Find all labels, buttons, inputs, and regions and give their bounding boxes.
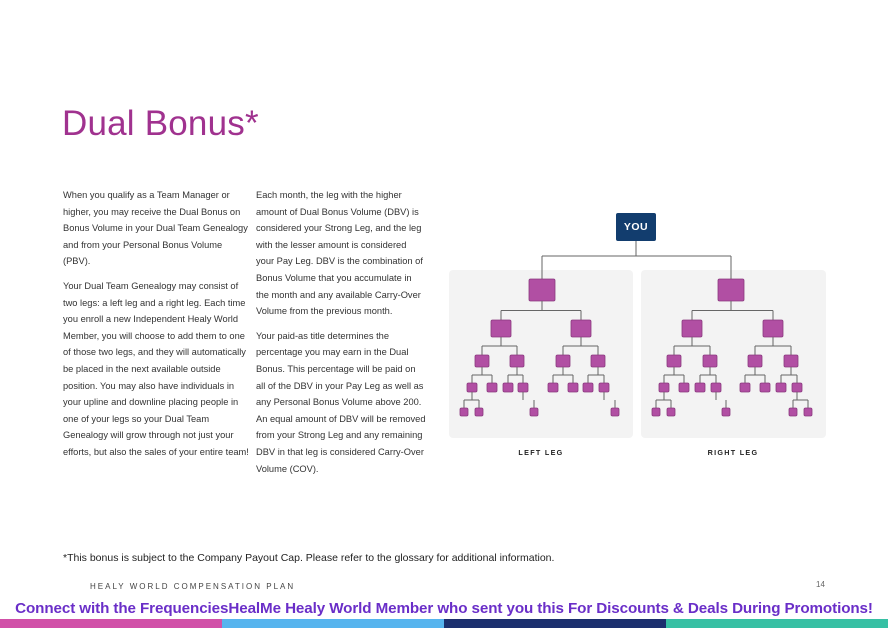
member-node bbox=[568, 383, 578, 392]
member-node bbox=[703, 355, 717, 367]
member-node bbox=[763, 320, 783, 337]
member-node bbox=[760, 383, 770, 392]
member-node bbox=[583, 383, 593, 392]
member-node bbox=[503, 383, 513, 392]
left-leg-label: LEFT LEG bbox=[518, 448, 564, 457]
member-node bbox=[556, 355, 570, 367]
member-node bbox=[679, 383, 689, 392]
page-number: 14 bbox=[816, 580, 825, 589]
member-node bbox=[659, 383, 669, 392]
member-node bbox=[460, 408, 468, 416]
paragraph: When you qualify as a Team Manager or higher, you may receive the Dual Bonus on Bonus Volume in your Dual Team Genealogy and from your Personal Bonus Volume (PBV). bbox=[63, 190, 248, 267]
member-node bbox=[591, 355, 605, 367]
member-node bbox=[718, 279, 744, 301]
paragraph: Each month, the leg with the higher amount of Dual Bonus Volume (DBV) is considered your Strong Leg, and the leg with the lesser amount is considered your Pay Leg. DBV is the combination of Bonus Volume that you accumulate in the month and any available Carry-Over Volume from the previous month. bbox=[256, 190, 423, 317]
member-node bbox=[467, 383, 477, 392]
right-leg-label: RIGHT LEG bbox=[707, 448, 759, 457]
member-node bbox=[789, 408, 797, 416]
member-node bbox=[611, 408, 619, 416]
member-node bbox=[571, 320, 591, 337]
member-node bbox=[475, 408, 483, 416]
color-bar-segment bbox=[0, 619, 222, 628]
member-node bbox=[711, 383, 721, 392]
footnote: *This bonus is subject to the Company Payout Cap. Please refer to the glossary for additional information. bbox=[63, 552, 555, 564]
member-node bbox=[804, 408, 812, 416]
member-node bbox=[487, 383, 497, 392]
member-node bbox=[740, 383, 750, 392]
member-node bbox=[667, 355, 681, 367]
color-bar-segment bbox=[666, 619, 888, 628]
member-node bbox=[518, 383, 528, 392]
member-node bbox=[667, 408, 675, 416]
member-node bbox=[784, 355, 798, 367]
member-node bbox=[722, 408, 730, 416]
paragraph: Your Dual Team Genealogy may consist of two legs: a left leg and a right leg. Each time you enroll a new Independent Healy World Member, you will choose to add them to one of those two legs, and they will automatically be placed in the next available outside position. You may also have individuals in your upline and downline placing people in one of your legs so your Dual Team Genealogy will grow through not just your efforts, but also the sales of your entire team! bbox=[63, 280, 249, 457]
member-node bbox=[475, 355, 489, 367]
page-title: Dual Bonus* bbox=[62, 104, 259, 143]
color-bar-segment bbox=[444, 619, 666, 628]
member-node bbox=[530, 408, 538, 416]
member-node bbox=[792, 383, 802, 392]
member-node bbox=[776, 383, 786, 392]
member-node bbox=[599, 383, 609, 392]
root-node-you: YOU bbox=[616, 213, 656, 241]
member-node bbox=[695, 383, 705, 392]
promo-banner: Connect with the FrequenciesHealMe Healy World Member who sent you this For Discounts & Deals During Promotions! bbox=[15, 600, 873, 617]
member-node bbox=[748, 355, 762, 367]
color-bar-segment bbox=[222, 619, 444, 628]
color-bar bbox=[0, 619, 888, 628]
member-node bbox=[652, 408, 660, 416]
plan-name: HEALY WORLD COMPENSATION PLAN bbox=[90, 582, 296, 591]
member-node bbox=[510, 355, 524, 367]
paragraph: Your paid-as title determines the percentage you may earn in the Dual Bonus. This percentage will be paid on all of the DBV in your Pay Leg as well as any Personal Bonus Volume above 200. An equal amount of DBV will be removed from your Strong Leg and any remaining DBV in that leg is considered Carry-Over Volume (COV). bbox=[256, 330, 426, 474]
member-node bbox=[491, 320, 511, 337]
member-node bbox=[548, 383, 558, 392]
member-node bbox=[529, 279, 555, 301]
member-node bbox=[682, 320, 702, 337]
